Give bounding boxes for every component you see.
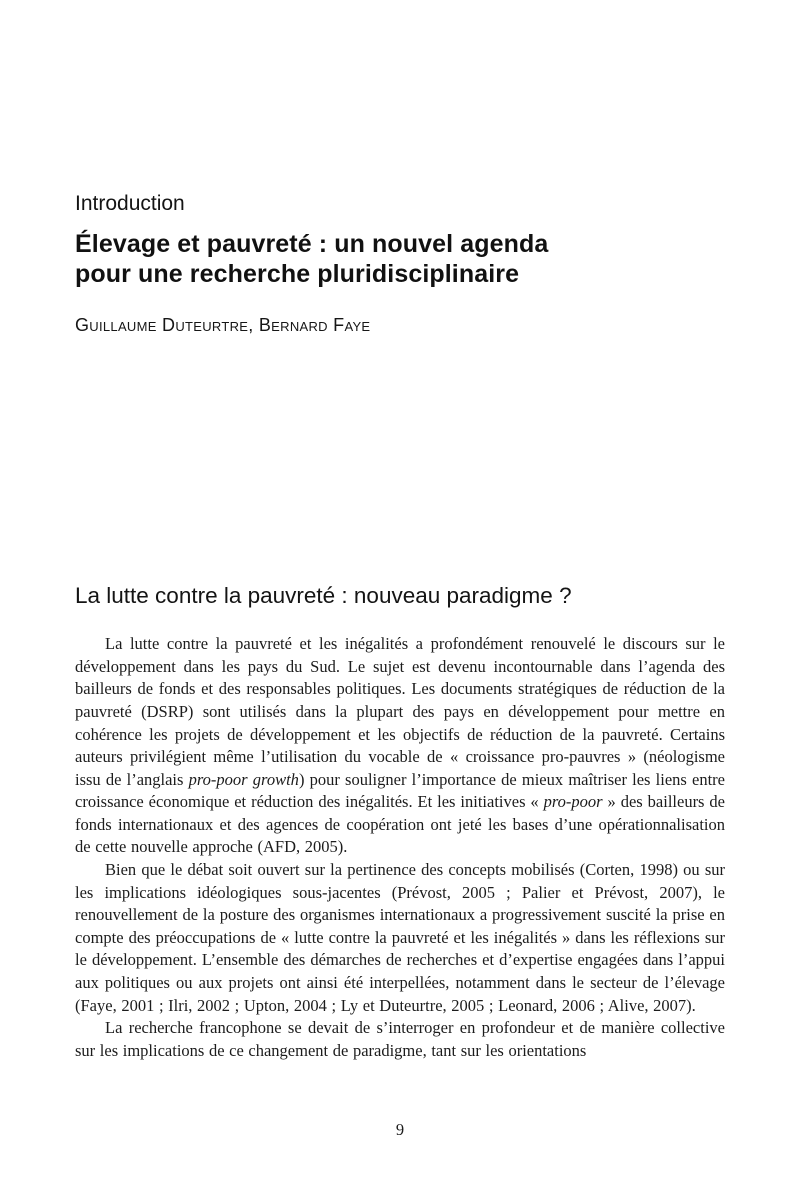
paragraph (75, 1017, 725, 1062)
chapter-kicker: Introduction (75, 192, 185, 215)
chapter-title-line-2: pour une recherche pluridisciplinaire (75, 260, 520, 289)
chapter-title (75, 229, 725, 289)
authors-line: Guillaume Duteurtre, Bernard Faye (75, 315, 371, 336)
italic-text-run: pro-poor growth (188, 769, 299, 789)
chapter-title-line-1: Élevage et pauvreté : un nouvel agenda (75, 230, 549, 259)
page-number: 9 (395, 1120, 405, 1139)
italic-text-run: pro-poor (543, 792, 603, 812)
text-run: ) pour souligner l’importance de mieux maîtriser les liens entre croissance économique et réduction des inégalités. Et les initiatives « (75, 769, 725, 812)
body-text (75, 633, 725, 1062)
paragraph (75, 859, 725, 1017)
text-run: » des bailleurs de fonds internationaux et des agences de coopération ont jeté les bases d’une opérationnalisation de cette nouvelle approche (AFD, 2005). (75, 792, 725, 857)
text-run: Bien que le débat soit ouvert sur la pertinence des concepts mobilisés (Corten, 1998) ou sur les implications idéologiques sous-jacentes (Prévost, 2005 ; Palier et Prévost, 2007), le renouvellement de la posture des organismes internationaux a progressivement suscité la prise en compte des préoccupations de « lutte contre la pauvreté et les inégalités » dans les réflexions sur le développement. L’ensemble des démarches de recherches et d’expertise engagées dans l’appui aux politiques ou aux projets ont ainsi été interpellées, notamment dans le secteur de l’élevage (Faye, 2001 ; Ilri, 2002 ; Upton, 2004 ; Ly et Duteurtre, 2005 ; Leonard, 2006 ; Alive, 2007). (75, 860, 725, 1015)
text-run: La recherche francophone se devait de s’interroger en profondeur et de manière collective sur les implications de ce changement de paradigme, tant sur les orientations (75, 1018, 725, 1060)
paragraph (75, 633, 725, 859)
text-run: La lutte contre la pauvreté et les inégalités a profondément renouvelé le discours sur le développement dans les pays du Sud. Le sujet est devenu incontournable dans l’agenda des bailleurs de fonds et des responsables politiques. Les documents stratégiques de réduction de la pauvreté (DSRP) sont utilisés dans la plupart des pays en développement pour mettre en cohérence les projets de développement et les objectifs de réduction de la pauvreté. Certains auteurs privilégient même l’utilisation du vocable de « croissance pro-pauvres » (néologisme issu de l’anglais (75, 634, 725, 789)
section-heading: La lutte contre la pauvreté : nouveau paradigme ? (75, 583, 572, 609)
